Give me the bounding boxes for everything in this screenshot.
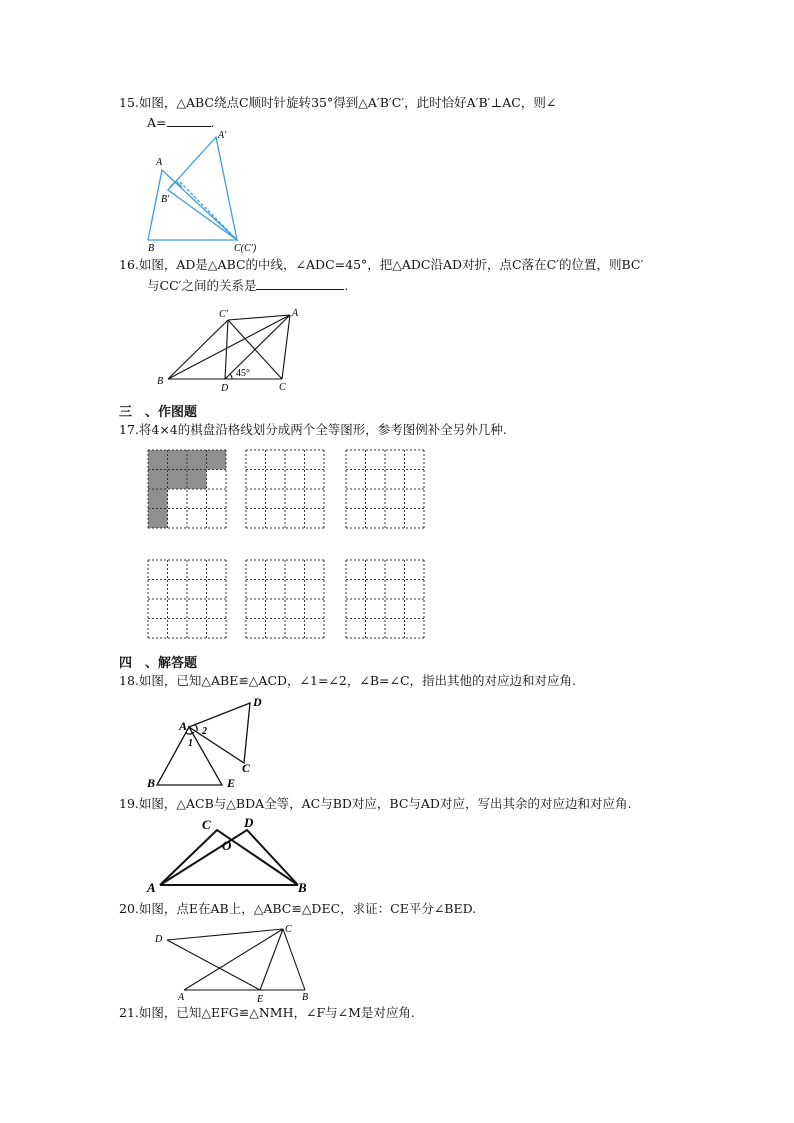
q20-label-e: E xyxy=(257,994,264,1005)
q20-label-c: C xyxy=(285,924,292,935)
q19-label-o: O xyxy=(222,838,232,853)
q16-label-d: D xyxy=(221,383,229,394)
q16-text-line1: 16.如图，AD是△ABC的中线，∠ADC=45°，把△ADC沿AD对折，点C落在C′的位置，则BC′ xyxy=(119,257,644,272)
q15-line2-suffix: . xyxy=(210,115,215,130)
q20-segment-dc xyxy=(167,929,283,940)
q19-label-a: A xyxy=(147,880,156,895)
q19-label-c: C xyxy=(202,817,211,832)
q15-label-a-prime: A′ xyxy=(218,130,227,141)
q16-label-angle: 45° xyxy=(236,368,250,379)
q15-text-line1: 15.如图，△ABC绕点C顺时针旋转35°得到△A′B′C′，此时恰好A′B′⊥AC，则∠ xyxy=(119,95,557,110)
q18-label-b: B xyxy=(147,776,156,790)
q20-segment-cb xyxy=(283,929,305,990)
q20-label-a: A xyxy=(178,992,185,1003)
q18-label-a: A xyxy=(179,719,188,733)
q19-label-d: D xyxy=(244,815,254,830)
q15-label-a: A xyxy=(156,157,163,168)
q18-label-1: 1 xyxy=(188,738,193,749)
q20-segment-de xyxy=(167,940,260,990)
q19-label-b: B xyxy=(298,880,307,895)
q15-label-b: B xyxy=(148,243,155,254)
q16-line2-prefix: 与CC′之间的关系是 xyxy=(147,278,257,293)
q16-label-a: A xyxy=(292,308,299,319)
q20-text: 20.如图，点E在AB上，△ABC≌△DEC，求证：CE平分∠BED. xyxy=(119,901,477,916)
q20-label-b: B xyxy=(302,992,309,1003)
section-4-heading: 四 、解答题 xyxy=(119,656,198,671)
q19-text: 19.如图，△ACB与△BDA全等，AC与BD对应，BC与AD对应，写出其余的对应边和对应角. xyxy=(119,796,632,811)
section-3-heading: 三 、作图题 xyxy=(119,405,198,420)
q16-line2-suffix: . xyxy=(344,278,349,293)
q18-text: 18.如图，已知△ABE≌△ACD，∠1=∠2，∠B=∠C，指出其他的对应边和对应角. xyxy=(119,673,577,688)
q15-label-c: C(C′) xyxy=(234,243,257,254)
q15-label-b-prime: B′ xyxy=(161,194,170,205)
q17-text: 17.将4×4的棋盘沿格线划分成两个全等图形，参考图例补全另外几种. xyxy=(119,422,507,437)
q20-segment-ac xyxy=(184,929,283,990)
q16-label-c-prime: C′ xyxy=(219,309,228,320)
q18-label-c: C xyxy=(242,761,251,775)
q18-label-d: D xyxy=(253,695,262,709)
q16-label-c: C xyxy=(279,382,286,393)
q20-segment-ec xyxy=(260,929,283,990)
q21-text: 21.如图，已知△EFG≌△NMH，∠F与∠M是对应角. xyxy=(119,1005,415,1020)
q18-label-e: E xyxy=(227,776,236,790)
q16-label-b: B xyxy=(157,376,164,387)
q20-label-d: D xyxy=(155,934,163,945)
q15-line2-prefix: A= xyxy=(147,115,167,130)
q18-label-2: 2 xyxy=(202,726,207,737)
